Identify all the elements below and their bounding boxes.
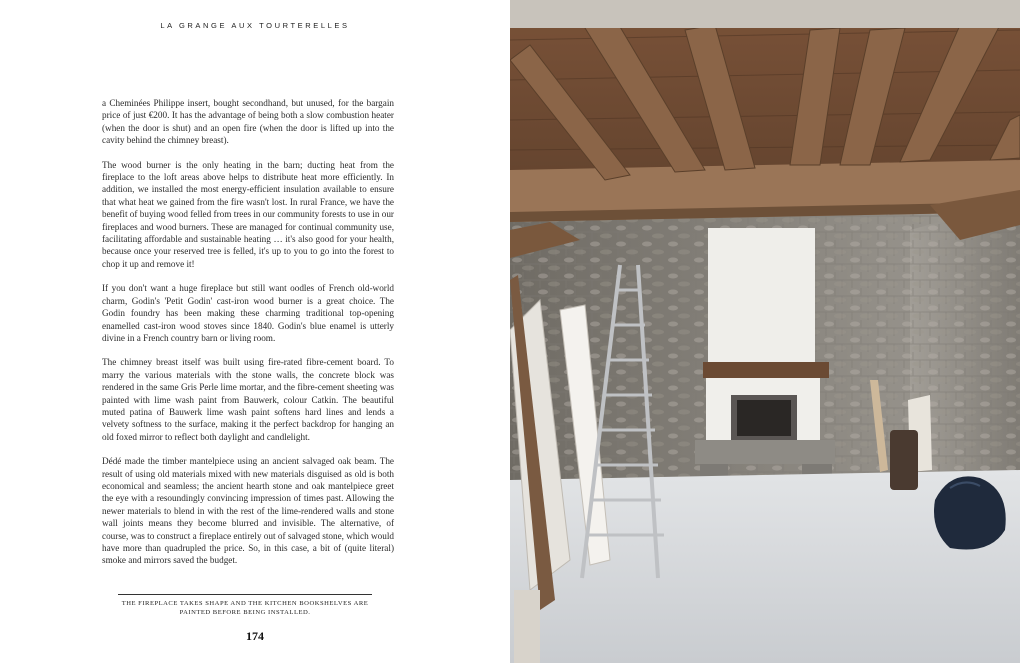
page-number: 174 xyxy=(246,629,264,643)
fireplace-photo xyxy=(510,0,1020,663)
stove-pipe xyxy=(890,430,918,490)
paragraph: If you don't want a huge fireplace but still want oodles of French old-world charm, Godin's 'Petit Godin' cast-iron wood burner is a great choice. The Godin foundry has been making these charming traditional top-opening enamelled cast-iron wood stoves since 1840. Godin's blue enamel is utterly divine in a French country barn or living room. xyxy=(102,283,394,343)
body-text xyxy=(102,97,394,579)
paragraph: a Cheminées Philippe insert, bought secondhand, but unused, for the bargain price of just €200. It has the advantage of being both a slow combustion heater (when the door is shut) and an open fire (when the door is lifted up into the cavity behind the chimney breast). xyxy=(102,98,394,146)
paragraph: The wood burner is the only heating in the barn; ducting heat from the fireplace to the loft areas above helps to distribute heat more efficiently. In addition, we installed the most energy-efficient insulation available to ensure that what heat we gained from the fire wasn't lost. In rural France, we have the benefit of buying wood felled from trees in our community forests to use in our fireplaces and wood burners. These are managed for continual community use, facilitating affordable and sustainable heating … it's also good for your health, because once your reserved tree is felled, it's up to you to go into the forest to chop it up and remove it! xyxy=(102,159,394,269)
running-head: LA GRANGE AUX TOURTERELLES xyxy=(160,21,350,30)
chimney-breast xyxy=(708,228,815,366)
paragraph: The chimney breast itself was built using fire-rated fibre-cement board. To marry the various materials with the stone walls, the concrete block was rendered in the same Gris Perle lime mortar, and the fibre-cement sheeting was painted with lime wash paint from Bauwerk, colour Catkin. The beautiful muted patina of Bauwerk lime wash paint softens hard lines and lends a velvety softness to the surface, making it the perfect backdrop for hanging an old foxed mirror to reflect both daylight and candlelight. xyxy=(102,357,394,442)
hearth-stone xyxy=(695,440,835,464)
caption-rule xyxy=(118,594,372,595)
wood-burner-insert xyxy=(737,400,791,436)
photo-caption: THE FIREPLACE TAKES SHAPE AND THE KITCHEN BOOKSHELVES ARE PAINTED BEFORE BEING INSTALLED. xyxy=(121,600,369,616)
mantelpiece xyxy=(703,362,829,378)
paragraph: Dédé made the timber mantelpiece using an ancient salvaged oak beam. The result of using old materials mixed with new materials disguised as old is both economical and seamless; the ancient hearth stone and oak mantelpiece greet the eye with a resoundingly convincing impression of times past. Allowing the newer materials to blend in with the rest of the lime-rendered walls and stone wall joints means they become blurred and invisible. The alternative, of course, was to construct a fireplace entirely out of salvaged stone, which would have more than quadrupled the price. So, in this case, a bit of (quite literal) smoke and mirrors saved the budget. xyxy=(102,456,394,566)
